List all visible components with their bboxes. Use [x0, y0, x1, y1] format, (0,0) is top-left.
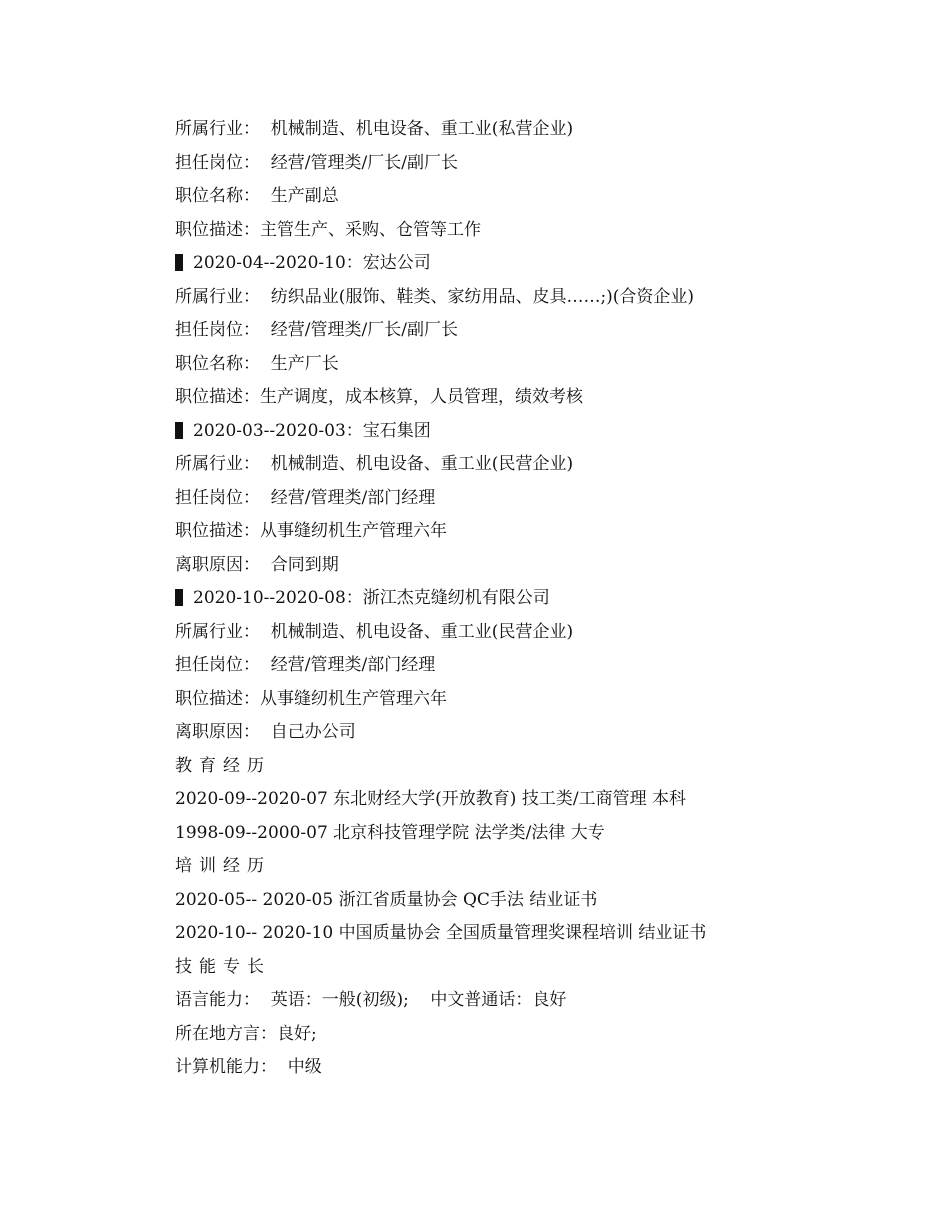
job-header: [175, 415, 875, 449]
job-description: 职位描述：从事缝纫机生产管理六年: [175, 688, 447, 709]
education-item: 2020-09--2020-07 东北财经大学(开放教育) 技工类/工商管理 本科: [175, 789, 686, 809]
bullet-marker-icon: [175, 422, 183, 439]
skills-heading: 技能专长: [175, 956, 271, 977]
skills-dialect: 所在地方言：良好;: [175, 1023, 317, 1044]
job-industry: 所属行业： 机械制造、机电设备、重工业(民营企业): [175, 621, 574, 642]
job-leave-reason: 离职原因： 合同到期: [175, 554, 339, 575]
job-title: 职位名称： 生产副总: [175, 186, 339, 206]
job-description: 职位描述：生产调度，成本核算，人员管理，绩效考核: [175, 387, 583, 407]
job-header-text: 2020-10--2020-08：浙江杰克缝纫机有限公司: [193, 588, 550, 608]
bullet-marker-icon: [175, 589, 183, 606]
job-post: 担任岗位： 经营/管理类/厂长/副厂长: [175, 320, 458, 340]
job-leave-reason: 离职原因： 自己办公司: [175, 722, 356, 742]
job-industry: 所属行业： 纺织品业(服饰、鞋类、家纺用品、皮具……;)(合资企业): [175, 286, 695, 307]
skills-language: 语言能力： 英语：一般(初级); 中文普通话：良好: [175, 990, 567, 1010]
job-post: 担任岗位： 经营/管理类/厂长/副厂长: [175, 152, 458, 173]
job-post: 担任岗位： 经营/管理类/部门经理: [175, 655, 436, 675]
training-heading: 培训经历: [175, 856, 271, 876]
bullet-marker-icon: [175, 254, 183, 271]
skills-computer: 计算机能力： 中级: [175, 1057, 322, 1077]
resume-page: [175, 113, 875, 1085]
job-header-text: 2020-03--2020-03：宝石集团: [193, 420, 431, 441]
education-item: 1998-09--2000-07 北京科技管理学院 法学类/法律 大专: [175, 822, 605, 843]
job-industry: 所属行业： 机械制造、机电设备、重工业(民营企业): [175, 454, 574, 474]
education-heading: 教育经历: [175, 755, 271, 776]
job-description: 职位描述：主管生产、采购、仓管等工作: [175, 219, 481, 240]
training-item: 2020-10-- 2020-10 中国质量协会 全国质量管理奖课程培训 结业证书: [175, 923, 707, 943]
job-industry: 所属行业： 机械制造、机电设备、重工业(私营企业): [175, 119, 574, 139]
job-post: 担任岗位： 经营/管理类/部门经理: [175, 487, 436, 508]
job-header: [175, 247, 875, 281]
job-header-text: 2020-04--2020-10：宏达公司: [193, 253, 431, 273]
job-description: 职位描述：从事缝纫机生产管理六年: [175, 521, 447, 541]
job-header: [175, 582, 875, 616]
job-title: 职位名称： 生产厂长: [175, 353, 339, 374]
training-item: 2020-05-- 2020-05 浙江省质量协会 QC手法 结业证书: [175, 889, 598, 910]
